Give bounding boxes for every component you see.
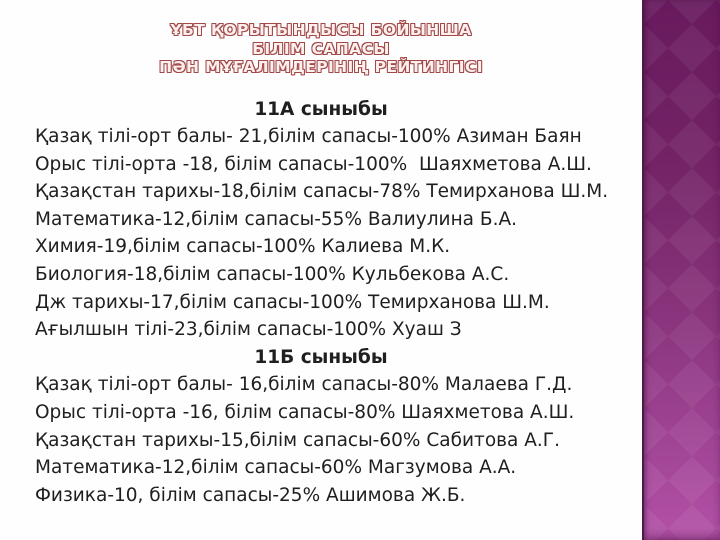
subject-line-world-history-11a: Дж тарихы-17,білім сапасы-100% Темирханова Ш.М. xyxy=(35,291,550,313)
subject-line-math-11b: Математика-12,білім сапасы-60% Магзумова А.А. xyxy=(35,457,517,479)
slide-title-line-2: БІЛІМ САПАСЫ xyxy=(252,39,390,58)
subject-line-kazakh-11b: Қазақ тілі-орт балы- 16,білім сапасы-80% Малаева Г.Д. xyxy=(35,374,573,396)
subject-line-chemistry-11a: Химия-19,білім сапасы-100% Калиева М.К. xyxy=(35,236,451,258)
subject-line-kz-history-11a: Қазақстан тарихы-18,білім сапасы-78% Темирханова Ш.М. xyxy=(35,181,609,203)
subject-line-physics-11b: Физика-10, білім сапасы-25% Ашимова Ж.Б. xyxy=(35,484,466,506)
subject-line-russian-11a: Орыс тілі-орта -18, білім сапасы-100% Шаяхметова А.Ш. xyxy=(35,153,592,175)
slide-title-line-1: ҰБТ ҚОРЫТЫНДЫСЫ БОЙЫНША xyxy=(170,21,472,39)
slide-title xyxy=(0,0,642,77)
slide-title-line-3: ПӘН МҰҒАЛІМДЕРІНІҢ РЕЙТИНГІСІ xyxy=(159,58,483,76)
decorative-gradient-sidebar xyxy=(642,0,720,540)
subject-line-english-11a: Ағылшын тілі-23,білім сапасы-100% Хуаш З xyxy=(35,319,462,341)
ratings-list xyxy=(0,96,642,510)
section-heading-11b: 11Б сыныбы xyxy=(254,346,388,368)
subject-line-kz-history-11b: Қазақстан тарихы-15,білім сапасы-60% Сабитова А.Г. xyxy=(35,429,560,451)
subject-line-biology-11a: Биология-18,білім сапасы-100% Кульбекова А.С. xyxy=(35,264,510,286)
subject-line-kazakh-11a: Қазақ тілі-орт балы- 21,білім сапасы-100% Азиман Баян xyxy=(35,126,582,148)
subject-line-math-11a: Математика-12,білім сапасы-55% Валиулина Б.А. xyxy=(35,208,517,230)
subject-line-russian-11b: Орыс тілі-орта -16, білім сапасы-80% Шаяхметова А.Ш. xyxy=(35,402,575,424)
section-heading-11a: 11А сыныбы xyxy=(254,98,388,120)
